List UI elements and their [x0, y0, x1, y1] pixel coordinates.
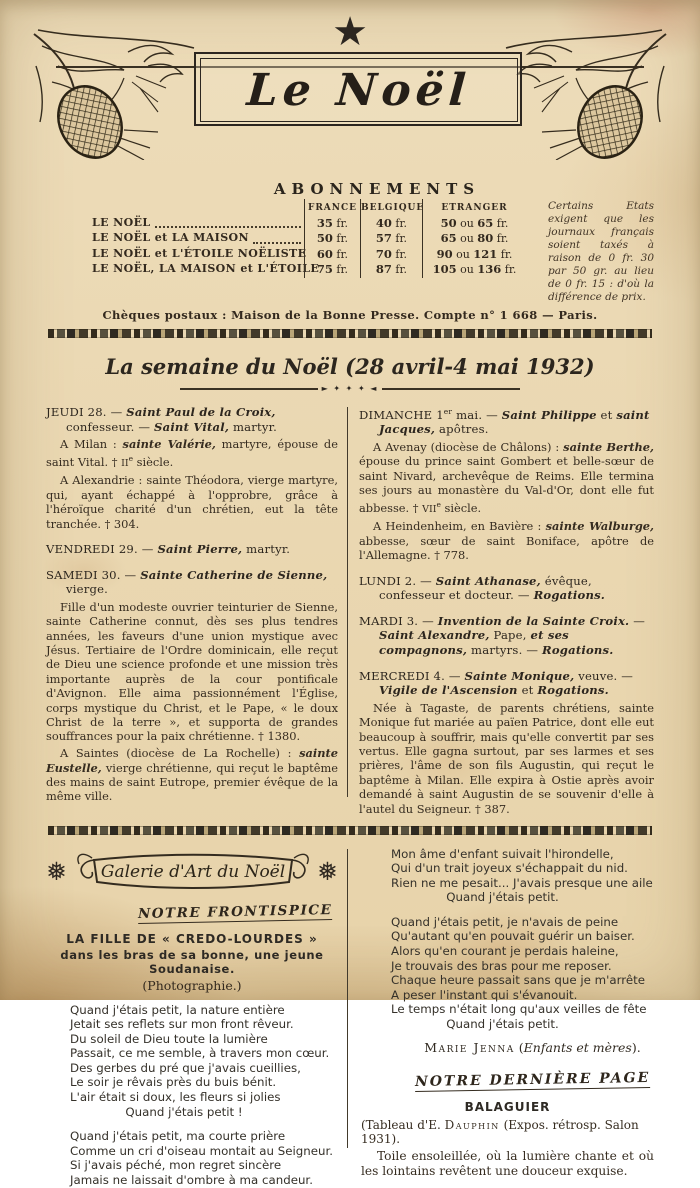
day-heading: LUNDI 2. — Saint Athanase, évêque, confesseur et docteur. — Rogations.: [359, 573, 606, 603]
subscription-label: [92, 216, 304, 232]
price-etranger: 90 ou 121 fr.: [422, 247, 526, 263]
frontispiece-heading: [46, 901, 332, 922]
week-title: La semaine du Noël (28 avril-4 mai 1932): [105, 354, 595, 379]
checkered-rule-top: [48, 329, 652, 338]
price-belgique: 70 fr.: [360, 247, 422, 263]
subscriptions-section: [46, 180, 654, 322]
price-etranger: 50 ou 65 fr.: [422, 216, 526, 232]
poem-line: Quand j'étais petit.: [446, 890, 559, 905]
day-paragraph: Fille d'un modeste ouvrier teinturier de Sienne, sainte Catherine connut, dès ses plus tendres années, les faveurs d'une union mystique avec Jésus. Tertiaire de l'Ordre dominicain, elle reçut de Dieu une science profonde et une mission très importante auprès de la cour pontificale d'Avignon. Elle aima passionnément l'Église, corps mystique du Christ, et le Pape, « le doux Christ de la terre », et supporta de grandes souffrances pour la paix chrétienne. † 1380.: [46, 599, 338, 744]
subscription-label: [92, 246, 307, 263]
column-header: ETRANGER: [422, 199, 526, 216]
price-belgique: 57 fr.: [360, 231, 422, 247]
bottom-column-divider-rule: [347, 849, 348, 1148]
poem-line: Quand j'étais petit, la nature entière: [70, 1002, 285, 1017]
day-heading: DIMANCHE 1er mai. — Saint Philippe et saint Jacques, apôtres.: [359, 407, 650, 437]
poem-line: Comme un cri d'oiseau montait au Seigneur.: [70, 1143, 333, 1158]
divider-ornament: ► ✦ ✦ ✦ ◄: [321, 384, 379, 393]
poem-line: Qu'autant qu'en pouvait guérir un baiser.: [391, 929, 635, 944]
poem-line: Des gerbes du pré que j'avais cueillies,: [70, 1060, 301, 1075]
poem-line: Quand j'étais petit !: [125, 1104, 243, 1119]
magazine-title: Le Noël: [245, 64, 473, 116]
price-france: 60 fr.: [304, 247, 360, 263]
poem-line: Chaque heure passait sans que je m'arrête: [391, 973, 645, 988]
gallery-right-column: [357, 845, 654, 1188]
checkered-rule-bottom: [48, 826, 652, 835]
poem-line: L'air était si doux, les fleurs si jolies: [70, 1090, 281, 1105]
poem-left-stanzas: [46, 1003, 338, 1188]
gallery-left-column: [46, 845, 338, 1188]
poem-right-stanzas: [361, 847, 654, 1032]
frontispiece-label: NOTRE FRONTISPICE: [137, 901, 333, 922]
poem-stanza: [361, 915, 654, 1032]
subscription-label-text: LE NOËL, LA MAISON et L'ÉTOILE: [92, 262, 320, 275]
poem-line: Du soleil de Dieu toute la lumière: [70, 1031, 268, 1046]
poem-line: Mon âme d'enfant suivait l'hirondelle,: [391, 846, 614, 861]
subscriptions-heading: ABONNEMENTS: [273, 180, 481, 198]
subscription-label-text: LE NOËL: [92, 215, 151, 229]
poem-line: Quand j'étais petit.: [446, 1017, 559, 1032]
day-heading: VENDREDI 29. — Saint Pierre, martyr.: [46, 541, 291, 556]
postal-account-line: Chèques postaux : Maison de la Bonne Presse. Compte n° 1 668 — Paris.: [102, 308, 598, 322]
poem-stanza: [46, 1003, 338, 1120]
price-belgique: 40 fr.: [360, 216, 422, 232]
artwork-credit: (Tableau d'E. Dauphin (Expos. rétrosp. Salon 1931).: [361, 1117, 639, 1146]
gallery-banner-title: Galerie d'Art du Noël: [100, 861, 286, 882]
day-paragraph: A Milan : sainte Valérie, martyre, épouse de saint Vital. † IIe siècle.: [46, 437, 338, 469]
star-icon: ★: [332, 9, 368, 55]
subscription-header-row: [92, 199, 526, 216]
day-heading: MERCREDI 4. — Sainte Monique, veuve. — Vigile de l'Ascension et Rogations.: [359, 668, 634, 698]
gallery-banner-ribbon: [71, 849, 313, 895]
poem-line: Jamais ne laissait d'ombre à ma candeur.: [70, 1173, 313, 1188]
subscriptions-body: [46, 199, 654, 304]
day-paragraph: A Avenay (diocèse de Châlons) : sainte Berthe, épouse du prince saint Gombert et belle-sœur de saint Nivard, archevêque de Reims. Elle termina ses jours au monastère du Val-d'Or, dont elle fut abbesse. † VIIe siècle.: [359, 440, 655, 515]
day-section: [359, 614, 654, 658]
price-france: 35 fr.: [304, 216, 360, 232]
subscription-row: [92, 231, 526, 247]
snowflake-icon-left: ❅: [46, 856, 67, 886]
poem-line: Passait, ce me semble, à travers mon cœur.: [70, 1046, 330, 1061]
saints-right-column: [357, 405, 654, 819]
poem-line: Je trouvais des bras pour me reposer.: [391, 958, 612, 973]
column-header: FRANCE: [304, 199, 360, 216]
dotted-leader: [155, 216, 301, 229]
column-divider-rule: [347, 407, 348, 797]
poem-line: Rien ne me pesait... J'avais presque une aile: [391, 875, 653, 890]
magazine-title-inner-border: [200, 58, 518, 122]
day-section: [359, 405, 654, 563]
gallery-section: [46, 845, 654, 1188]
gallery-banner-row: [46, 849, 338, 895]
day-paragraph: A Alexandrie : sainte Théodora, vierge martyre, qui, ayant échappé à l'opprobre, grâce à l'héroïque charité d'un chrétien, eut la tête tranchée. † 304.: [46, 473, 338, 531]
price-etranger: 105 ou 136 fr.: [422, 262, 526, 278]
day-section: [46, 568, 338, 804]
artwork-title: BALAGUIER: [464, 1099, 551, 1114]
day-paragraph: Née à Tagaste, de parents chrétiens, sainte Monique fut mariée au païen Patrice, dont elle eut beaucoup à souffrir, mais qu'elle convertit par ses vertus. Elle gagna surtout, par ses larmes et ses prières, l'âme de son fils Augustin, qui reçut le baptême à Milan. Elle expira à Ostie après avoir demandé à saint Augustin de se souvenir d'elle à l'autel du Seigneur. † 387.: [359, 700, 654, 816]
saints-left-column: [46, 405, 338, 819]
column-header: BELGIQUE: [360, 199, 422, 216]
poem-line: Le soir je rêvais près du buis bénit.: [70, 1075, 277, 1090]
saints-week-section: [46, 405, 654, 819]
dotted-leader: [253, 231, 301, 244]
subscription-row: [92, 247, 526, 263]
subscription-label: [92, 262, 320, 278]
day-section: [359, 669, 654, 816]
title-divider: [180, 385, 520, 393]
magazine-title-box: [194, 52, 522, 126]
subscriptions-table: [92, 199, 526, 304]
frontispiece-caption-note: (Photographie.): [142, 977, 242, 993]
price-etranger: 65 ou 80 fr.: [422, 231, 526, 247]
subscriptions-note: Certains Etats exigent que les journaux français soient taxés à raison de 0 fr. 30 par 50 gr. au lieu de 0 fr. 15 : d'où la différence de prix.: [548, 200, 654, 303]
subscription-header-spacer: [92, 199, 304, 216]
day-section: [359, 574, 654, 603]
day-section: [46, 405, 338, 531]
poem-line: Jetait ses reflets sur mon front rêveur.: [70, 1017, 294, 1032]
snowflake-icon-right: ❅: [317, 856, 338, 886]
day-heading: SAMEDI 30. — Sainte Catherine de Sienne, vierge.: [46, 567, 328, 597]
frontispiece-caption-title: LA FILLE DE « CREDO-LOURDES »: [66, 931, 318, 946]
subscription-label: [92, 231, 304, 247]
subscription-label-text: LE NOËL et L'ÉTOILE NOËLISTE: [92, 246, 307, 260]
masthead: [46, 0, 654, 178]
frontispiece-caption-subtitle: dans les bras de sa bonne, une jeune Soudanaise.: [60, 947, 324, 976]
subscription-row: [92, 262, 526, 278]
divider-line-left: [180, 388, 318, 390]
day-heading: MARDI 3. — Invention de la Sainte Croix. — Saint Alexandre, Pape, et ses compagnons, martyrs. — Rogations.: [359, 613, 645, 657]
price-france: 75 fr.: [304, 262, 360, 278]
day-paragraph: A Saintes (diocèse de La Rochelle) : sainte Eustelle, vierge chrétienne, qui reçut le baptême des mains de saint Eutrope, premier évêque de la même ville.: [46, 746, 338, 804]
price-france: 50 fr.: [304, 231, 360, 247]
divider-line-right: [382, 388, 520, 390]
day-heading: JEUDI 28. — Saint Paul de la Croix, confesseur. — Saint Vital, martyr.: [46, 405, 277, 434]
poem-attribution: Marie Jenna (Enfants et mères).: [424, 1039, 641, 1055]
last-page-heading: [361, 1069, 650, 1090]
poem-line: Qui d'un trait joyeux s'échappait du nid.: [391, 861, 628, 876]
poem-line: A peser l'instant qui s'évanouit.: [391, 987, 578, 1002]
price-belgique: 87 fr.: [360, 262, 422, 278]
poem-line: Quand j'étais petit, ma courte prière: [70, 1129, 286, 1144]
day-section: [46, 542, 338, 557]
poem-line: Alors qu'en courant je perdais haleine,: [391, 944, 619, 959]
poem-line: Quand j'étais petit, je n'avais de peine: [391, 914, 619, 929]
poem-stanza: [46, 1129, 338, 1187]
day-paragraph: A Heindenheim, en Bavière : sainte Walburge, abbesse, sœur de saint Boniface, apôtre de l'Allemagne. † 778.: [359, 519, 655, 563]
last-page-label: NOTRE DERNIÈRE PAGE: [414, 1069, 651, 1090]
poem-stanza: [361, 847, 654, 905]
poem-line: Le temps n'était long qu'aux veilles de fête: [391, 1002, 647, 1017]
subscription-label-text: LE NOËL et LA MAISON: [92, 231, 249, 244]
artwork-description: Toile ensoleillée, où la lumière chante et où les lointains revêtent une douceur exquise.: [361, 1148, 654, 1178]
poem-line: Si j'avais péché, mon regret sincère: [70, 1158, 282, 1173]
subscription-row: [92, 216, 526, 232]
